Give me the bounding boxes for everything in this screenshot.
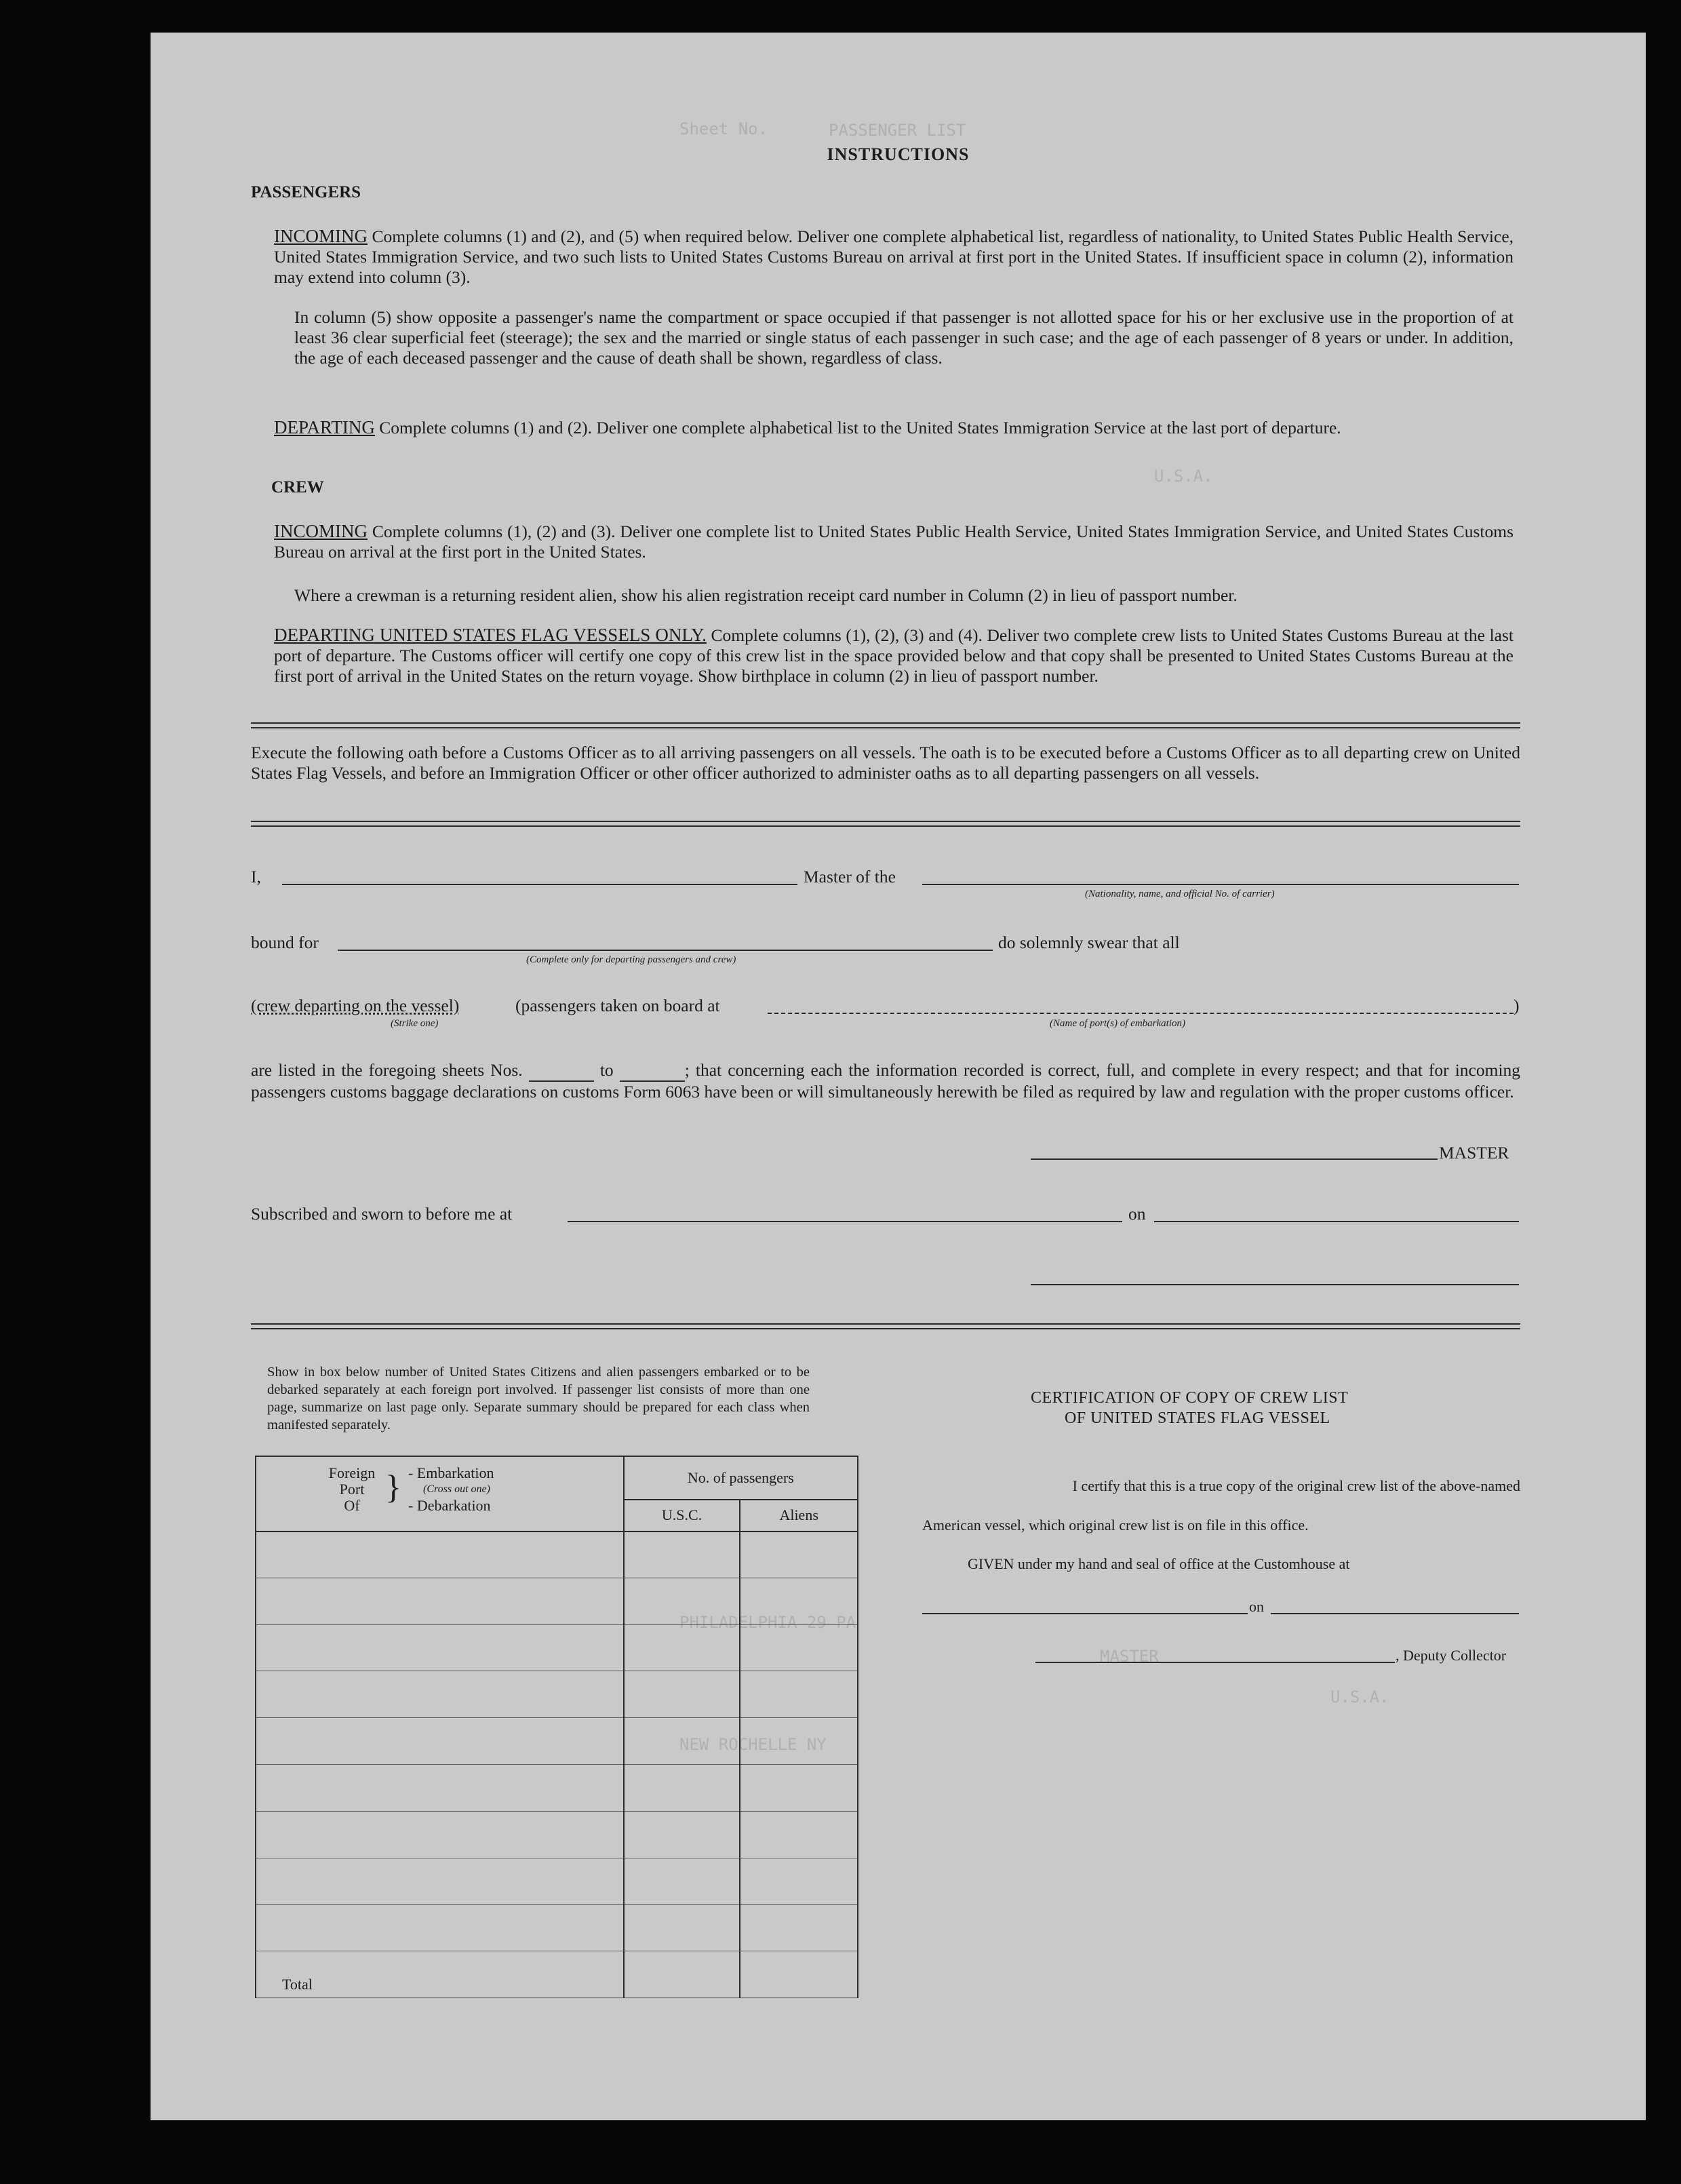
column5-paragraph: In column (5) show opposite a passenger's name the compartment or space occupied if that passenger is not allotted space for his or her exclusive use in the proportion of at least 36 clear superficial feet (steerage); the sex and the married or single status of each passenger in such case; and the age of each passenger of 8 years or under. In addition, the age of each deceased passenger and the cause of death shall be shown, regardless of class. (294, 307, 1514, 368)
table-row (256, 1811, 858, 1858)
table-row (256, 1858, 858, 1905)
crew-departing-label: DEPARTING UNITED STATES FLAG VESSELS ONLY. (274, 625, 707, 645)
master-signature-field[interactable] (1031, 1158, 1438, 1160)
brace-glyph: } (385, 1468, 401, 1506)
bleed-through-text: PASSENGER LIST (829, 121, 966, 140)
certification-on-label: on (1249, 1598, 1264, 1615)
passenger-summary-table (255, 1456, 858, 1998)
bleed-through-text: MASTER (1100, 1647, 1159, 1666)
given-text: GIVEN under my hand and seal of office at the Customhouse at (968, 1555, 1350, 1572)
subscribed-label: Subscribed and sworn to before me at (251, 1204, 513, 1224)
officer-signature-field[interactable] (1031, 1284, 1519, 1285)
subscribed-on-label: on (1128, 1204, 1146, 1224)
no-passengers-header: No. of passengers (624, 1456, 858, 1500)
crew-departing-paragraph (274, 625, 1514, 686)
crew-incoming-label: INCOMING (274, 521, 368, 541)
cross-out-label: (Cross out one) (423, 1483, 490, 1495)
table-row (256, 1532, 858, 1578)
section-heading-crew: CREW (271, 478, 324, 496)
bleed-through-text: U.S.A. (1154, 467, 1213, 486)
certification-title: CERTIFICATION OF COPY OF CREW LIST OF UNITED STATES FLAG VESSEL (1031, 1389, 1349, 1427)
total-label: Total (256, 1951, 624, 1998)
page-title: INSTRUCTIONS (827, 144, 970, 164)
ports-field[interactable] (768, 1013, 1514, 1014)
embarkation-label: - Embarkation (408, 1464, 494, 1481)
divider (251, 722, 1520, 728)
subscribed-date-field[interactable] (1154, 1221, 1519, 1222)
oath-intro-paragraph: Execute the following oath before a Customs Officer as to all arriving passengers on all vessels. The oath is to be executed before a Customs Officer as to all departing crew on United States Flag Vessels, and before an Immigration Officer or other officer authorized to administer oaths as to all departing passengers on all vessels. (251, 743, 1520, 783)
ports-caption: (Name of port(s) of embarkation) (1050, 1018, 1185, 1029)
crew-departing-option[interactable]: (crew departing on the vessel) (251, 996, 460, 1015)
document-page (151, 33, 1646, 2120)
crew-incoming-text: Complete columns (1), (2) and (3). Deliver one complete list to United States Public Health Service, United States Immigration Service, and United States Customs Bureau on arrival at the first port in the United States. (274, 522, 1514, 562)
strike-one-caption: (Strike one) (391, 1018, 439, 1029)
passengers-departing-label: DEPARTING (274, 417, 375, 437)
table-row (256, 1718, 858, 1765)
bleed-through-text: U.S.A. (1330, 1688, 1389, 1707)
divider (251, 821, 1520, 827)
bound-for-caption: (Complete only for departing passengers and crew) (526, 954, 736, 965)
carrier-caption: (Nationality, name, and official No. of carrier) (1085, 889, 1275, 899)
close-paren: ) (1514, 996, 1520, 1015)
passengers-incoming-label: INCOMING (274, 226, 368, 246)
total-row (256, 1951, 858, 1998)
deputy-signature-field[interactable] (1035, 1662, 1395, 1663)
table-row (256, 1905, 858, 1951)
customhouse-field[interactable] (922, 1613, 1248, 1614)
sheet-from-field[interactable] (529, 1060, 594, 1082)
foreign-port-header (256, 1456, 624, 1532)
swear-text: do solemnly swear that all (998, 933, 1180, 952)
certify-line-1: I certify that this is a true copy of the original crew list of the above-named (1072, 1477, 1520, 1494)
bound-for-field[interactable] (338, 950, 993, 951)
divider (251, 1323, 1520, 1329)
crew-resident-paragraph: Where a crewman is a returning resident alien, show his alien registration receipt card number in Column (2) in lieu of passport number. (294, 585, 1238, 605)
table-row (256, 1765, 858, 1812)
crew-incoming-paragraph (274, 521, 1514, 562)
master-label: MASTER (1439, 1143, 1509, 1163)
carrier-field[interactable] (922, 884, 1519, 885)
bleed-through-text: Sheet No. (679, 119, 768, 138)
of-label: Of (344, 1497, 360, 1514)
passengers-incoming-text: Complete columns (1) and (2), and (5) when required below. Deliver one complete alphabetical list, regardless of nationality, to United States Public Health Service, United States Immigration Service, and two such lists to United States Customs Bureau on arrival at first port in the United States. If insufficient space in column (2), information may extend into column (3). (274, 227, 1514, 287)
certification-date-field[interactable] (1271, 1613, 1519, 1614)
bound-for-label: bound for (251, 933, 319, 952)
foreign-label: Foreign (328, 1464, 376, 1481)
master-of-the-label: Master of the (804, 867, 896, 886)
aliens-header: Aliens (740, 1500, 858, 1531)
passengers-departing-paragraph (274, 417, 1514, 438)
bleed-through-text: PHILADELPHIA 29 PA (679, 1613, 856, 1632)
passengers-taken-option[interactable]: (passengers taken on board at (515, 996, 720, 1015)
table-row (256, 1578, 858, 1624)
certify-line-2: American vessel, which original crew list is on file in this office. (922, 1517, 1309, 1534)
section-heading-passengers: PASSENGERS (251, 183, 361, 201)
usc-header: U.S.C. (624, 1500, 740, 1531)
port-label: Port (339, 1481, 365, 1498)
oath-i: I, (251, 867, 261, 886)
table-row (256, 1671, 858, 1718)
master-name-field[interactable] (282, 884, 797, 885)
sheet-to-field[interactable] (620, 1060, 685, 1082)
subscribed-place-field[interactable] (568, 1221, 1122, 1222)
summary-intro: Show in box below number of United States Citizens and alien passengers embarked or to be debarked separately at each foreign port involved. If passenger list consists of more than one page, summarize on last page only. Separate summary should be prepared for each class when manifested separately. (267, 1365, 810, 1432)
table-row (256, 1624, 858, 1671)
passengers-departing-text: Complete columns (1) and (2). Deliver one complete alphabetical list to the United States Immigration Service at the last port of departure. (379, 418, 1341, 437)
bleed-through-text: NEW ROCHELLE NY (679, 1735, 827, 1754)
passengers-incoming-paragraph (274, 226, 1514, 288)
debarkation-label: - Debarkation (408, 1497, 491, 1514)
deputy-collector-label: , Deputy Collector (1396, 1647, 1507, 1664)
oath-listed-paragraph: are listed in the foregoing sheets Nos. to ; that concerning each the information recorded is correct, full, and complete in every respect; and that for incoming passengers customs baggage declarations on customs Form 6063 have been or will simultaneously herewith be filed as required by law and regulation with the proper customs officer. (251, 1060, 1521, 1101)
crew-departing-text: Complete columns (1), (2), (3) and (4). Deliver two complete crew lists to United States Customs Bureau at the last port of departure. The Customs officer will certify one copy of this crew list in the space provided below and that copy shall be presented to United States Customs Bureau at the first port of arrival in the United States on the return voyage. Show birthplace in column (2) in lieu of passport number. (274, 625, 1514, 686)
